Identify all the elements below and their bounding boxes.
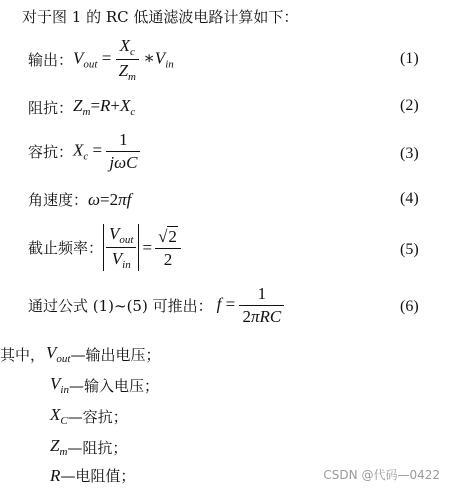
fraction: $\frac{1}{\text{2πRC}}$	[239, 284, 284, 327]
legend-item: $X_C$ —容抗；	[50, 405, 128, 427]
equation-label: 截止频率：	[28, 239, 104, 257]
equation-label: 输出：	[28, 51, 74, 69]
fraction: $\frac{√2}{2}$	[155, 226, 181, 270]
equation-capacitive-reactance	[28, 130, 140, 173]
legend-item: $Z_m$ —阻抗；	[50, 436, 128, 458]
equation-number: (6)	[400, 298, 419, 315]
absolute-value	[103, 224, 139, 271]
legend-item: $V_{out}$ —输出电压；	[46, 343, 161, 365]
equation-label: 容抗：	[28, 143, 74, 161]
equation-number: (1)	[400, 50, 419, 67]
formula-angular-speed: ω=2πf	[88, 189, 132, 209]
legend-item: R —电阻值；	[50, 465, 136, 485]
intro-text: 对于图 1 的 RC 低通滤波电路计算如下：	[22, 8, 299, 26]
equation-number: (3)	[400, 145, 419, 162]
equation-output	[28, 36, 174, 83]
fraction: $\frac{V_{out}}{V_{in}}$	[106, 224, 136, 271]
fraction: $\frac{1}{\text{jωC}}$	[106, 130, 140, 173]
equation-number: (4)	[400, 190, 419, 207]
formula-reactance: $X_c$ = $\frac{1}{\text{jωC}}$	[73, 130, 140, 173]
watermark: CSDN @代码—0422	[323, 468, 440, 482]
equation-number: (5)	[400, 241, 419, 258]
equation-derived	[28, 284, 284, 327]
formula-output: $V_{out}$ = $\frac{X_c}{Z_m}$ $∗V_{in}$	[73, 36, 174, 83]
formula-cutoff-frequency: f = $\frac{1}{\text{2πRC}}$	[217, 284, 285, 327]
equation-number: (2)	[400, 97, 419, 114]
equation-angular-speed	[28, 189, 131, 210]
equation-label: 角速度：	[28, 191, 89, 209]
equation-cutoff: 截止频率： $\frac{V_{out}}{V_{in}}$ = $\frac{√2}{2}$	[28, 224, 181, 271]
equation-label: 通过公式 (1)~(5) 可推出：	[28, 297, 213, 315]
equation-impedance	[28, 96, 135, 118]
formula-impedance: $Z_m=R+X_c$	[73, 96, 136, 118]
legend-item: $V_{in}$ —输入电压；	[50, 374, 159, 396]
legend-intro: 其中，	[0, 346, 46, 364]
fraction: $\frac{X_c}{Z_m}$	[116, 36, 139, 83]
equation-label: 阻抗：	[28, 98, 74, 117]
